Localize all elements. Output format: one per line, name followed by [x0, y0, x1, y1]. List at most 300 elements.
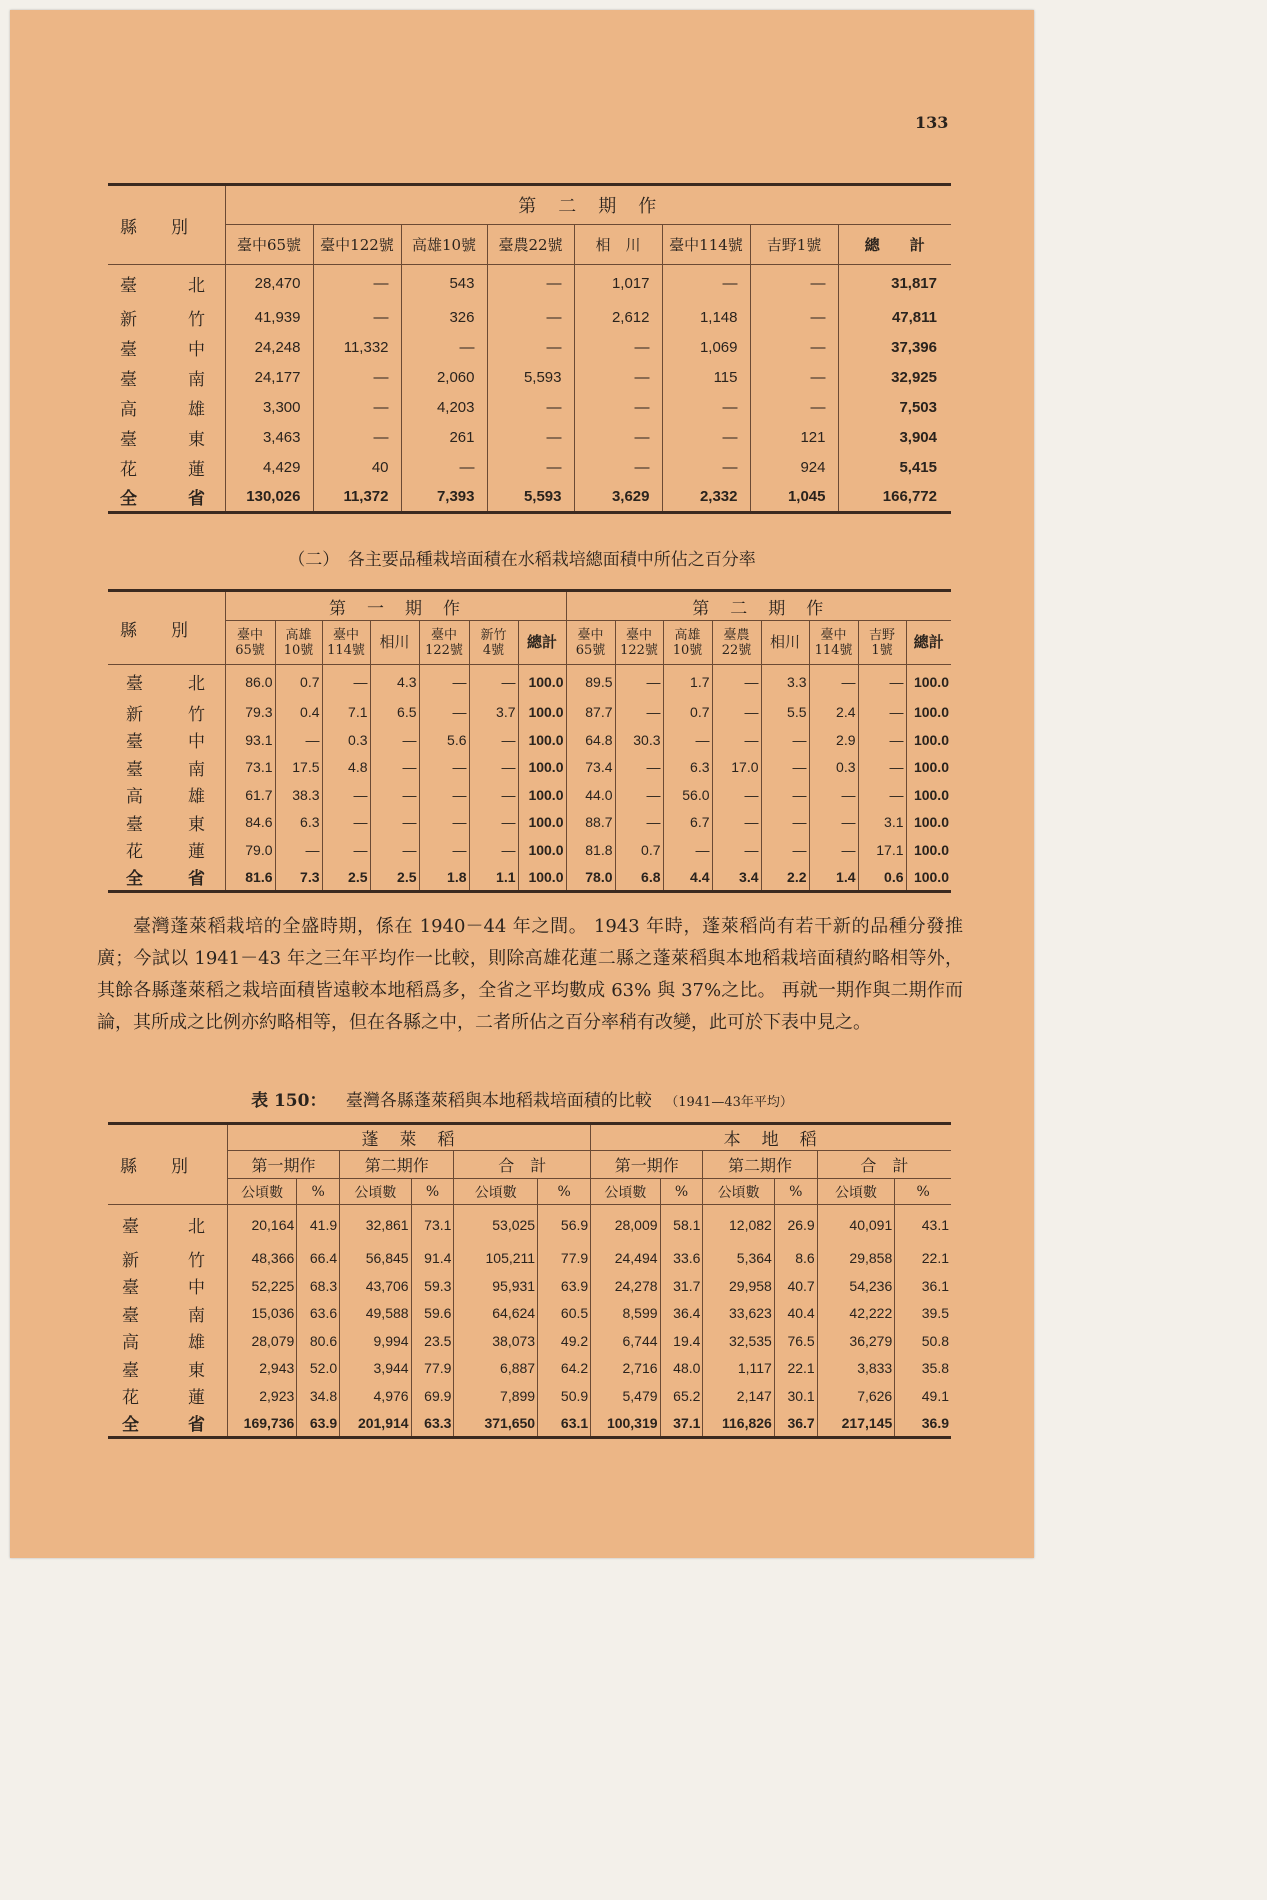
data-cell: 68.3	[297, 1272, 340, 1300]
data-cell: 6.3	[275, 809, 322, 837]
county-char: 高	[120, 400, 137, 420]
data-cell: 2,612	[574, 303, 662, 333]
data-cell: —	[809, 781, 858, 809]
subgroup-header: 合 計	[817, 1151, 951, 1179]
column-header-line: 總計	[526, 633, 557, 651]
data-cell: 36.1	[921, 1277, 949, 1294]
data-cell: —	[275, 836, 322, 864]
county-cell	[108, 265, 225, 303]
column-header-line: 65號	[575, 642, 606, 658]
data-cell: 1,069	[662, 333, 750, 363]
county-char: 高	[126, 787, 143, 808]
data-cell: 33,623	[703, 1300, 774, 1328]
unit-header: 公頃數	[703, 1179, 774, 1205]
table-row	[108, 483, 951, 513]
column-header: 吉野1號	[750, 225, 838, 265]
data-cell: 69.9	[411, 1382, 454, 1410]
data-cell: —	[712, 836, 761, 864]
data-cell: 41.9	[297, 1205, 340, 1245]
data-cell: 15,036	[227, 1300, 296, 1328]
data-cell: 1,117	[703, 1355, 774, 1383]
data-cell: —	[487, 393, 574, 423]
data-cell: 56,845	[340, 1245, 411, 1273]
data-cell: 33.6	[660, 1245, 703, 1273]
data-cell: 100.0	[518, 726, 566, 754]
column-header-line: 臺中	[577, 627, 604, 643]
table-row	[108, 665, 951, 699]
column-header	[419, 621, 469, 665]
county-char: 中	[188, 732, 205, 753]
data-cell: —	[370, 781, 419, 809]
county-char: 省	[188, 489, 205, 510]
caption-title: 臺灣各縣蓬萊稻與本地稻栽培面積的比較	[345, 1091, 652, 1111]
data-cell: 0.7	[663, 699, 712, 727]
county-char: 臺	[120, 370, 137, 390]
county-cell	[108, 1410, 227, 1438]
data-cell: —	[275, 726, 322, 754]
county-cell	[108, 333, 225, 363]
county-char: 中	[188, 1278, 205, 1299]
data-cell: 41,939	[225, 303, 313, 333]
data-cell: 100.0	[518, 809, 566, 837]
data-cell: 100,319	[591, 1410, 660, 1438]
table-row	[108, 726, 951, 754]
data-cell: —	[574, 393, 662, 423]
column-header	[322, 621, 370, 665]
county-cell	[108, 836, 225, 864]
data-cell: 40	[313, 453, 401, 483]
data-cell: 56.0	[663, 781, 712, 809]
county-cell	[108, 303, 225, 333]
county-char: 蓮	[188, 1388, 205, 1409]
data-cell: 100.0	[913, 731, 949, 748]
data-cell: 28,470	[225, 265, 313, 303]
data-cell: 28,009	[591, 1205, 660, 1245]
data-cell: 84.6	[225, 809, 275, 837]
data-cell: 6.7	[663, 809, 712, 837]
data-cell: 115	[662, 363, 750, 393]
data-cell: —	[370, 754, 419, 782]
data-cell: 326	[401, 303, 487, 333]
column-header	[275, 621, 322, 665]
data-cell: 49.1	[921, 1387, 949, 1404]
table-row	[108, 1382, 951, 1410]
caption-label: 表 150：	[251, 1091, 327, 1111]
county-cell	[108, 1205, 227, 1245]
unit-header: 公頃數	[340, 1179, 411, 1205]
data-cell: 37.1	[660, 1410, 703, 1438]
data-cell: 100.0	[518, 836, 566, 864]
data-cell: —	[615, 699, 663, 727]
data-cell: 40,091	[817, 1205, 895, 1245]
data-cell: 7.1	[322, 699, 370, 727]
county-char: 竹	[188, 310, 205, 330]
data-cell: 1.8	[419, 864, 469, 892]
data-cell: 81.6	[225, 864, 275, 892]
data-cell: 39.5	[921, 1305, 949, 1322]
data-cell: 0.7	[275, 665, 322, 699]
table-row	[108, 1410, 951, 1438]
unit-header: %	[538, 1179, 591, 1205]
column-header-line: 122號	[620, 642, 658, 658]
data-cell: —	[662, 453, 750, 483]
column-header	[518, 621, 566, 665]
county-char: 南	[188, 370, 205, 390]
data-cell: —	[712, 699, 761, 727]
table-row	[108, 1300, 951, 1328]
column-header: 相 川	[574, 225, 662, 265]
data-cell: 79.0	[225, 836, 275, 864]
data-cell: 52.0	[297, 1355, 340, 1383]
column-header	[761, 621, 809, 665]
county-char: 臺	[126, 759, 143, 780]
data-cell: 5.6	[419, 726, 469, 754]
table-row	[108, 1272, 951, 1300]
data-cell: 7.3	[275, 864, 322, 892]
county-char: 臺	[122, 1217, 139, 1238]
data-cell: 5,364	[703, 1245, 774, 1273]
data-cell: 6.3	[663, 754, 712, 782]
data-cell: 116,826	[703, 1410, 774, 1438]
data-cell: —	[761, 781, 809, 809]
data-cell: —	[750, 363, 838, 393]
county-char: 臺	[126, 732, 143, 753]
data-cell: 8,599	[591, 1300, 660, 1328]
data-cell: 2.2	[761, 864, 809, 892]
caption-note: （1941—43年平均）	[665, 1095, 793, 1110]
county-char: 東	[188, 1360, 205, 1381]
data-cell: —	[322, 809, 370, 837]
data-cell: —	[313, 265, 401, 303]
table-row	[108, 363, 951, 393]
column-header-line: 10號	[283, 642, 314, 658]
data-cell: —	[487, 265, 574, 303]
county-cell	[108, 423, 225, 453]
data-cell: —	[761, 754, 809, 782]
data-cell: 34.8	[297, 1382, 340, 1410]
subgroup-header: 合 計	[454, 1151, 591, 1179]
county-char: 北	[188, 276, 205, 297]
data-cell: —	[370, 726, 419, 754]
data-cell: 5,415	[899, 459, 937, 476]
data-cell: 0.6	[858, 864, 906, 892]
data-cell: 56.9	[538, 1205, 591, 1245]
data-cell: 49,588	[340, 1300, 411, 1328]
data-cell: —	[419, 781, 469, 809]
county-char: 全	[122, 1415, 139, 1435]
data-cell: —	[858, 754, 906, 782]
county-cell	[108, 1327, 227, 1355]
data-cell: —	[487, 423, 574, 453]
data-cell: 11,332	[313, 333, 401, 363]
data-cell: 77.9	[538, 1245, 591, 1273]
data-cell: 3,463	[225, 423, 313, 453]
data-cell: —	[574, 453, 662, 483]
data-cell: 5,479	[591, 1382, 660, 1410]
data-cell: 29,858	[817, 1245, 895, 1273]
data-cell: 47,811	[891, 309, 937, 326]
data-cell: 95,931	[454, 1272, 538, 1300]
county-header: 縣 別	[108, 185, 225, 265]
data-cell: 52,225	[227, 1272, 296, 1300]
county-char: 雄	[188, 1333, 205, 1354]
data-cell: 28,079	[227, 1327, 296, 1355]
data-cell: 3.3	[761, 665, 809, 699]
county-char: 臺	[120, 340, 137, 360]
data-cell: 100.0	[518, 665, 566, 699]
data-cell: —	[761, 836, 809, 864]
data-cell: 6.5	[370, 699, 419, 727]
column-header-line: 高雄	[674, 627, 701, 643]
data-cell: 105,211	[454, 1245, 538, 1273]
data-cell: 64.2	[538, 1355, 591, 1383]
data-cell: —	[574, 333, 662, 363]
data-cell: 6,744	[591, 1327, 660, 1355]
data-cell: 3,833	[817, 1355, 895, 1383]
unit-header: 公頃數	[817, 1179, 895, 1205]
data-cell: 6.8	[615, 864, 663, 892]
county-char: 東	[188, 430, 205, 450]
data-cell: 3.7	[469, 699, 518, 727]
data-cell: 76.5	[774, 1327, 817, 1355]
county-char: 花	[120, 460, 137, 480]
table-3-caption	[0, 1086, 1044, 1111]
data-cell: —	[469, 754, 518, 782]
data-cell: —	[750, 393, 838, 423]
data-cell: 42,222	[817, 1300, 895, 1328]
data-cell: 261	[401, 423, 487, 453]
group2-header: 本 地 稻	[591, 1124, 951, 1151]
data-cell: 22.1	[774, 1355, 817, 1383]
data-cell: 169,736	[227, 1410, 296, 1438]
data-cell: 63.3	[411, 1410, 454, 1438]
column-header-line: 10號	[672, 642, 703, 658]
data-cell: —	[469, 809, 518, 837]
data-cell: 1,148	[662, 303, 750, 333]
data-cell: —	[858, 726, 906, 754]
data-cell: 12,082	[703, 1205, 774, 1245]
data-cell: —	[750, 303, 838, 333]
table-row	[108, 333, 951, 363]
group1-header: 第 一 期 作	[225, 591, 566, 621]
unit-header: 公頃數	[591, 1179, 660, 1205]
data-cell: 100.0	[913, 673, 949, 690]
county-char: 高	[122, 1333, 139, 1354]
county-char: 花	[122, 1388, 139, 1409]
column-header-line: 臺中	[820, 627, 847, 643]
data-cell: 80.6	[297, 1327, 340, 1355]
data-cell: 100.0	[913, 759, 949, 776]
unit-header: %	[660, 1179, 703, 1205]
county-char: 全	[126, 869, 143, 889]
column-header: 臺中65號	[225, 225, 313, 265]
data-cell: 77.9	[411, 1355, 454, 1383]
data-cell: 4.3	[370, 665, 419, 699]
data-cell: 3,629	[574, 483, 662, 513]
data-cell: 100.0	[906, 864, 951, 892]
county-cell	[108, 1300, 227, 1328]
data-cell: —	[712, 665, 761, 699]
data-cell: 0.4	[275, 699, 322, 727]
county-char: 竹	[188, 704, 205, 725]
data-cell: —	[663, 836, 712, 864]
column-header-line: 4號	[482, 642, 505, 658]
data-cell: —	[809, 809, 858, 837]
data-cell: 2.5	[322, 864, 370, 892]
column-header	[615, 621, 663, 665]
data-cell: —	[370, 836, 419, 864]
county-char: 臺	[126, 814, 143, 835]
column-header	[809, 621, 858, 665]
county-cell	[108, 726, 225, 754]
data-cell: —	[574, 423, 662, 453]
column-header-line: 新竹	[480, 627, 507, 643]
column-header-line: 114號	[327, 642, 365, 658]
data-cell: 19.4	[660, 1327, 703, 1355]
column-header	[370, 621, 419, 665]
data-cell: 73.1	[225, 754, 275, 782]
data-cell: 50.8	[921, 1332, 949, 1349]
data-cell: 7,626	[817, 1382, 895, 1410]
data-cell: —	[662, 423, 750, 453]
data-cell: 17.0	[712, 754, 761, 782]
data-cell: 22.1	[921, 1250, 949, 1267]
column-header-line: 吉野	[868, 627, 895, 643]
county-char: 臺	[120, 276, 137, 297]
data-cell: 201,914	[340, 1410, 411, 1438]
table-row	[108, 836, 951, 864]
data-cell: 32,925	[891, 369, 937, 386]
data-cell: 3,300	[225, 393, 313, 423]
county-cell	[108, 1382, 227, 1410]
data-cell: 5.5	[761, 699, 809, 727]
group-header: 第 二 期 作	[225, 185, 951, 225]
data-cell: 73.1	[411, 1205, 454, 1245]
data-cell: —	[809, 665, 858, 699]
county-cell	[108, 864, 225, 892]
data-cell: —	[712, 809, 761, 837]
table-row	[108, 1205, 951, 1245]
column-header-line: 高雄	[285, 627, 312, 643]
data-cell: 36.7	[774, 1410, 817, 1438]
data-cell: 79.3	[225, 699, 275, 727]
data-cell: —	[313, 303, 401, 333]
data-cell: 2.5	[370, 864, 419, 892]
data-cell: —	[322, 665, 370, 699]
data-cell: 24,177	[225, 363, 313, 393]
column-header: 臺中114號	[662, 225, 750, 265]
data-cell: 37,396	[891, 339, 937, 356]
data-cell: 0.3	[322, 726, 370, 754]
data-cell: 40.4	[774, 1300, 817, 1328]
data-cell: 4,203	[401, 393, 487, 423]
data-cell: 20,164	[227, 1205, 296, 1245]
table-row	[108, 1355, 951, 1383]
data-cell: 87.7	[566, 699, 615, 727]
data-cell: —	[858, 781, 906, 809]
data-cell: 53,025	[454, 1205, 538, 1245]
county-char: 北	[188, 1217, 205, 1238]
table-row	[108, 303, 951, 333]
data-cell: 121	[750, 423, 838, 453]
data-cell: 40.7	[774, 1272, 817, 1300]
data-cell: 32,535	[703, 1327, 774, 1355]
data-cell: —	[761, 809, 809, 837]
column-header-line: 相川	[379, 633, 410, 651]
county-char: 新	[126, 704, 143, 725]
data-cell: 1,017	[574, 265, 662, 303]
data-cell: 1.1	[469, 864, 518, 892]
data-cell: —	[469, 836, 518, 864]
data-cell: —	[761, 726, 809, 754]
page-number: 133	[915, 113, 949, 132]
body-paragraph: 臺灣蓬萊稻栽培的全盛時期，係在 1940－44 年之間。 1943 年時，蓬萊稻尚有若干新的品種分發推廣；今試以 1941－43 年之三年平均作一比較，則除高雄花蓮二縣之蓬萊稻與本地稻栽培面積約略相等外，其餘各縣蓬萊稻之栽培面積皆遠較本地稻爲多，全省之平均數成 63% 與 37%之比。 再就一期作與二期作而論，其所成之比例亦約略相等，但在各縣之中，二者所佔之百分率稍有改變，此可於下表中見之。	[97, 916, 963, 1033]
data-cell: —	[615, 781, 663, 809]
data-cell: —	[419, 809, 469, 837]
data-cell: 24,278	[591, 1272, 660, 1300]
data-cell: 4,429	[225, 453, 313, 483]
column-header	[858, 621, 906, 665]
data-cell: 5,593	[487, 483, 574, 513]
data-cell: 5,593	[487, 363, 574, 393]
data-cell: 1.7	[663, 665, 712, 699]
data-cell: 24,248	[225, 333, 313, 363]
data-cell: 3.4	[712, 864, 761, 892]
table-row	[108, 423, 951, 453]
group1-header: 蓬 萊 稻	[227, 1124, 590, 1151]
data-cell: —	[313, 423, 401, 453]
data-cell: 100.0	[913, 814, 949, 831]
data-cell: 217,145	[817, 1410, 895, 1438]
column-header-line: 臺中	[625, 627, 652, 643]
data-cell: —	[750, 333, 838, 363]
data-cell: 54,236	[817, 1272, 895, 1300]
data-cell: —	[419, 836, 469, 864]
data-cell: 65.2	[660, 1382, 703, 1410]
data-cell: 2,147	[703, 1382, 774, 1410]
county-char: 省	[188, 869, 205, 889]
data-cell: —	[487, 453, 574, 483]
data-cell: —	[662, 393, 750, 423]
data-cell: 29,958	[703, 1272, 774, 1300]
data-cell: —	[419, 665, 469, 699]
county-char: 臺	[126, 674, 143, 695]
county-cell	[108, 363, 225, 393]
data-cell: 4.8	[322, 754, 370, 782]
data-cell: —	[615, 754, 663, 782]
county-cell	[108, 1272, 227, 1300]
column-header	[566, 621, 615, 665]
column-header	[663, 621, 712, 665]
table-row	[108, 754, 951, 782]
table-row	[108, 393, 951, 423]
data-cell: 1.4	[809, 864, 858, 892]
data-cell: 4,976	[340, 1382, 411, 1410]
data-cell: 48,366	[227, 1245, 296, 1273]
data-cell: —	[401, 453, 487, 483]
data-cell: 50.9	[538, 1382, 591, 1410]
table-row	[108, 809, 951, 837]
column-header: 總 計	[838, 225, 951, 265]
data-cell: 2,923	[227, 1382, 296, 1410]
county-char: 蓮	[188, 460, 205, 480]
data-cell: 26.9	[774, 1205, 817, 1245]
data-cell: 0.7	[615, 836, 663, 864]
table-row	[108, 781, 951, 809]
county-char: 東	[188, 814, 205, 835]
data-cell: 4.4	[663, 864, 712, 892]
group2-header: 第 二 期 作	[566, 591, 951, 621]
